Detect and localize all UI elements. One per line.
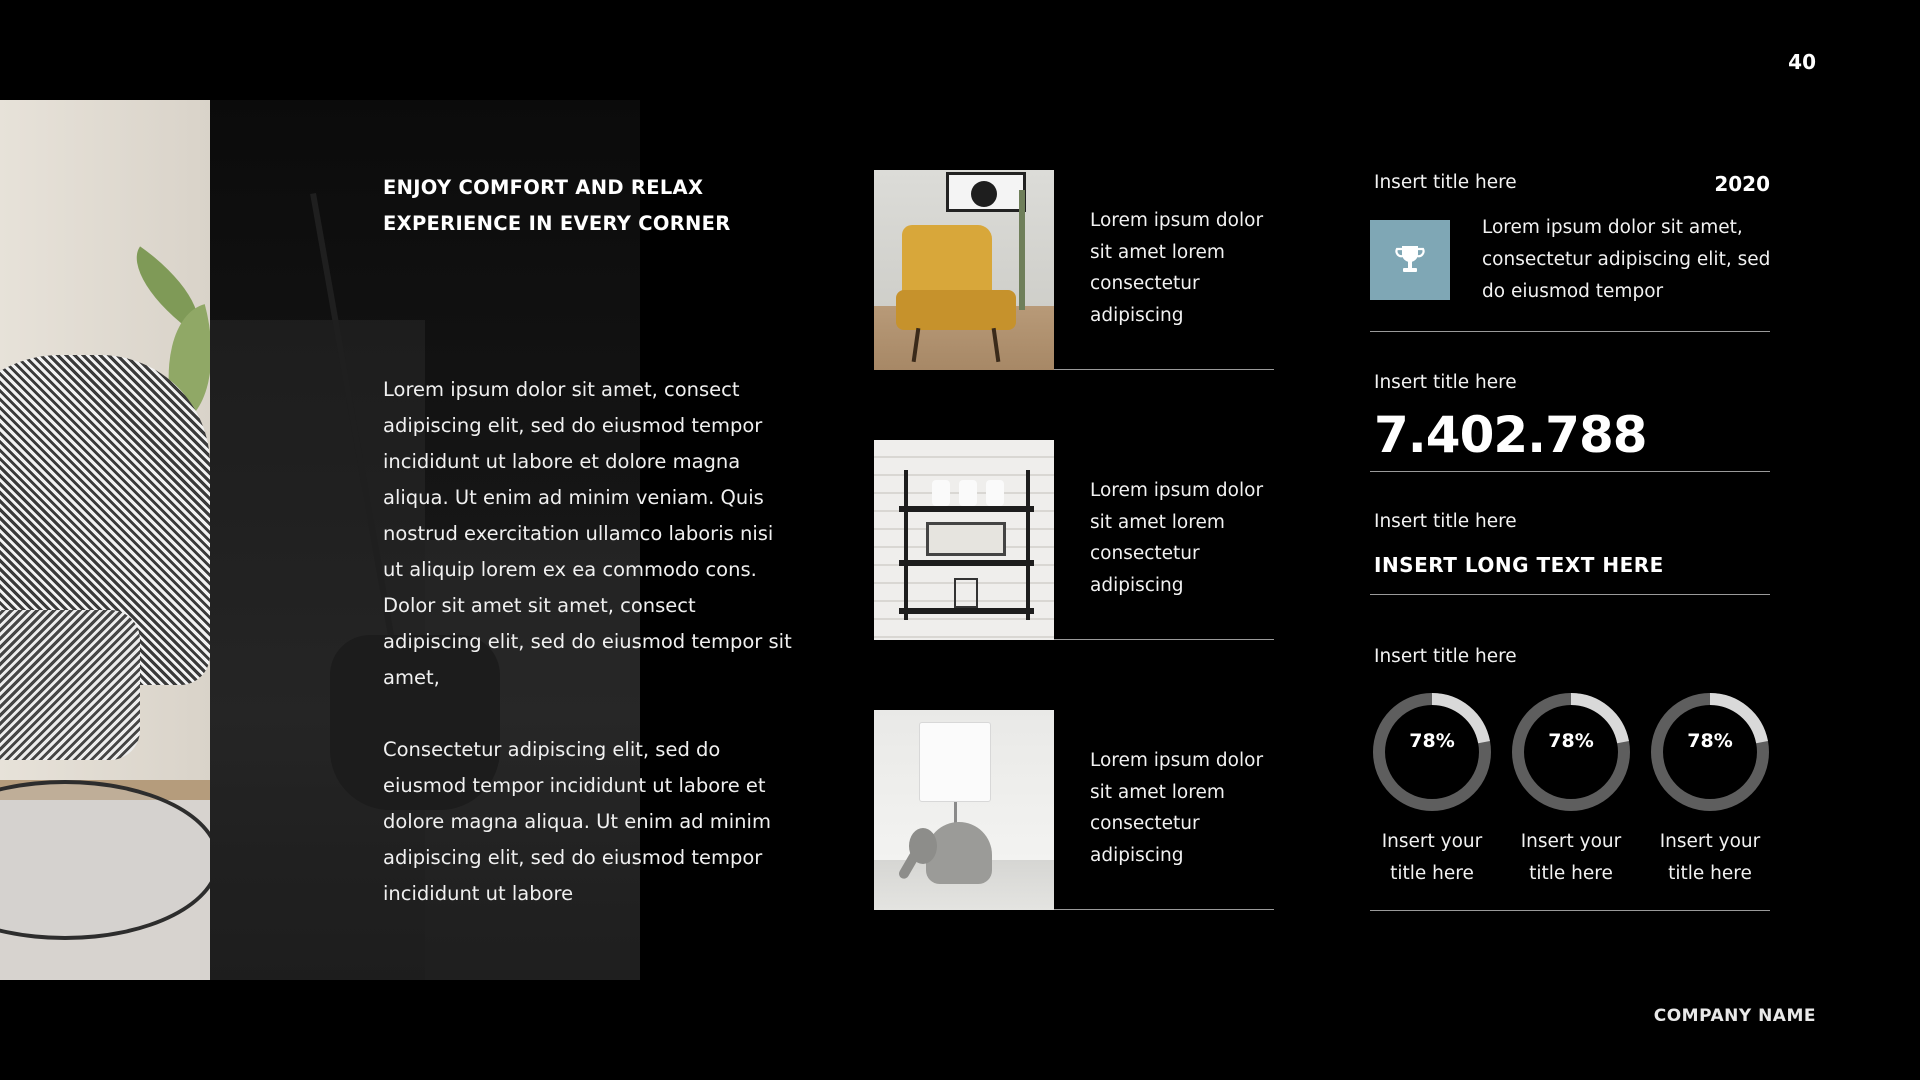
product-description: Lorem ipsum dolor sit amet lorem consectetur adipiscing [1090,480,1264,596]
donut-chart [1648,690,1772,814]
body-paragraph: Lorem ipsum dolor sit amet, consect adipiscing elit, sed do eiusmod tempor incididunt ut labore et dolore magna aliqua. Ut enim ad minim veniam. Quis nostrud exercitation ullamco laboris nisi ut aliquip lorem ex ea commodo cons. Dolor sit amet sit amet, consect adipiscing elit, sed do eiusmod tempor sit amet, [383,378,792,689]
donut-chart [1370,690,1494,814]
stat-value: 7.402.788 [1374,406,1647,464]
long-text: INSERT LONG TEXT HERE [1374,553,1664,577]
headline-line: EXPERIENCE IN EVERY CORNER [383,212,731,235]
elephant-lamp-photo [874,710,1054,910]
donut-percent: 78% [1409,730,1455,752]
award-year: 2020 [1714,172,1770,196]
donut-percent: 78% [1548,730,1594,752]
product-description: Lorem ipsum dolor sit amet lorem consectetur adipiscing [1090,750,1264,866]
stat-block [1370,372,1770,472]
progress-block [1370,646,1770,911]
trophy-icon [1392,242,1428,278]
headline-line: ENJOY COMFORT AND RELAX [383,176,704,199]
progress-donut [1648,690,1772,890]
company-name: COMPANY NAME [1653,1006,1816,1026]
page-number: 40 [1788,50,1816,74]
award-title: Insert title here [1374,172,1517,193]
yellow-armchair-photo [874,170,1054,370]
product-description: Lorem ipsum dolor sit amet lorem consectetur adipiscing [1090,210,1264,326]
progress-donut [1509,690,1633,890]
donut-chart [1509,690,1633,814]
product-card [874,440,1274,640]
progress-donut [1370,690,1494,890]
donut-caption: Insert your title here [1659,831,1761,884]
long-text-block [1370,511,1770,595]
product-card [874,170,1274,370]
houndstooth-chair-seat [0,610,140,760]
stat-title: Insert title here [1374,372,1517,393]
long-text-title: Insert title here [1374,511,1517,532]
wall-shelf-photo [874,440,1054,640]
donut-percent: 78% [1687,730,1733,752]
progress-title: Insert title here [1374,646,1517,667]
trophy-icon-box [1370,220,1450,300]
award-block [1370,172,1770,332]
donut-caption: Insert your title here [1520,831,1622,884]
award-description: Lorem ipsum dolor sit amet, consectetur adipiscing elit, sed do eiusmod tempor [1482,217,1771,302]
body-paragraph: Consectetur adipiscing elit, sed do eiusmod tempor incididunt ut labore et dolore magna aliqua. Ut enim ad minim adipiscing elit, sed do eiusmod tempor incididunt ut labore [383,738,771,905]
product-card [874,710,1274,910]
headline [383,170,803,242]
donut-caption: Insert your title here [1381,831,1483,884]
